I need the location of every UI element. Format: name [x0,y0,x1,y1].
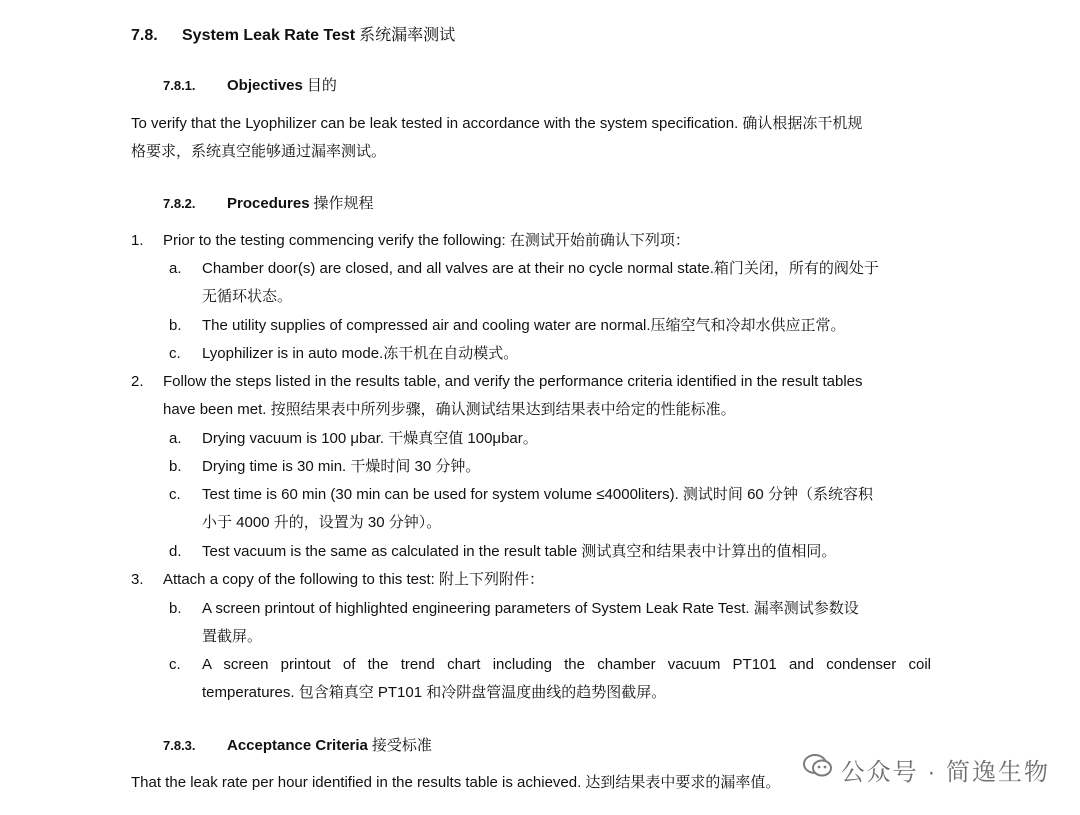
sub-item-text: Lyophilizer is in auto mode.冻干机在自动模式。 [202,345,519,362]
procedures-heading [163,192,374,213]
sub-item-text: A screen printout of highlighted engineering parameters of System Leak Rate Test. 漏率测试参数设 [202,600,859,617]
sub-item-text: 无循环状态。 [202,288,293,305]
section-number: 7.8. [131,27,158,44]
sub-item-text: Test time is 60 min (30 min can be used for system volume ≤4000liters). 测试时间 60 分钟（系统容积 [202,486,873,503]
sub-item-text: Drying vacuum is 100 μbar. 干燥真空值 100μbar。 [202,430,538,447]
acceptance-line: That the leak rate per hour identified in the results table is achieved. 达到结果表中要求的漏率值。 [131,774,781,791]
watermark-text: 公众号 · 简逸生物 [840,759,1050,786]
section-title-cn: 系统漏率测试 [359,27,456,44]
sub-item-marker: c. [169,345,181,362]
list-item-marker: 1. [131,232,144,249]
objectives-number: 7.8.1. [163,78,196,93]
acceptance-heading [163,734,432,755]
sub-item-marker: b. [169,458,182,475]
watermark [803,752,1050,787]
sub-item-marker: c. [169,486,181,503]
list-item-marker: 2. [131,373,144,390]
acceptance-title-en: Acceptance Criteria [227,737,368,754]
wechat-icon [803,753,833,786]
objectives-title-en: Objectives [227,77,303,94]
sub-item-marker: c. [169,656,181,673]
procedures-title-cn: 操作规程 [313,195,374,212]
section-title-en: System Leak Rate Test [182,27,356,44]
objectives-line-1: To verify that the Lyophilizer can be leak tested in accordance with the system specification. 确认根据冻干机规 [131,115,863,132]
objectives-heading [163,74,337,95]
list-item-text: Prior to the testing commencing verify the following: 在测试开始前确认下列项： [163,232,690,249]
sub-item-text: 小于 4000 升的，设置为 30 分钟）。 [202,514,442,531]
section-heading [131,22,455,45]
list-item-marker: 3. [131,571,144,588]
sub-item-marker: b. [169,600,182,617]
sub-item-text: temperatures. 包含箱真空 PT101 和冷阱盘管温度曲线的趋势图截屏。 [202,684,667,701]
sub-item-text: A screen printout of the trend chart including the chamber vacuum PT101 and condenser coil [202,656,931,673]
list-item-text: have been met. 按照结果表中所列步骤，确认测试结果达到结果表中给定的性能标准。 [163,401,736,418]
list-item-text: Attach a copy of the following to this test: 附上下列附件： [163,571,544,588]
objectives-title-cn: 目的 [306,77,337,94]
sub-item-text: Drying time is 30 min. 干燥时间 30 分钟。 [202,458,481,475]
procedures-number: 7.8.2. [163,196,196,211]
sub-item-text: 置截屏。 [202,628,263,645]
acceptance-number: 7.8.3. [163,738,196,753]
sub-item-marker: b. [169,317,182,334]
objectives-line-2: 格要求，系统真空能够通过漏率测试。 [131,143,387,160]
sub-item-marker: d. [169,543,182,560]
acceptance-title-cn: 接受标准 [371,737,432,754]
sub-item-marker: a. [169,260,182,277]
sub-item-text: The utility supplies of compressed air and cooling water are normal.压缩空气和冷却水供应正常。 [202,317,846,334]
list-item-text: Follow the steps listed in the results table, and verify the performance criteria identified in the result tables [163,373,863,390]
sub-item-text: Chamber door(s) are closed, and all valves are at their no cycle normal state.箱门关闭，所有的阀处于 [202,260,879,277]
procedures-title-en: Procedures [227,195,310,212]
sub-item-text: Test vacuum is the same as calculated in the result table 测试真空和结果表中计算出的值相同。 [202,543,837,560]
sub-item-marker: a. [169,430,182,447]
